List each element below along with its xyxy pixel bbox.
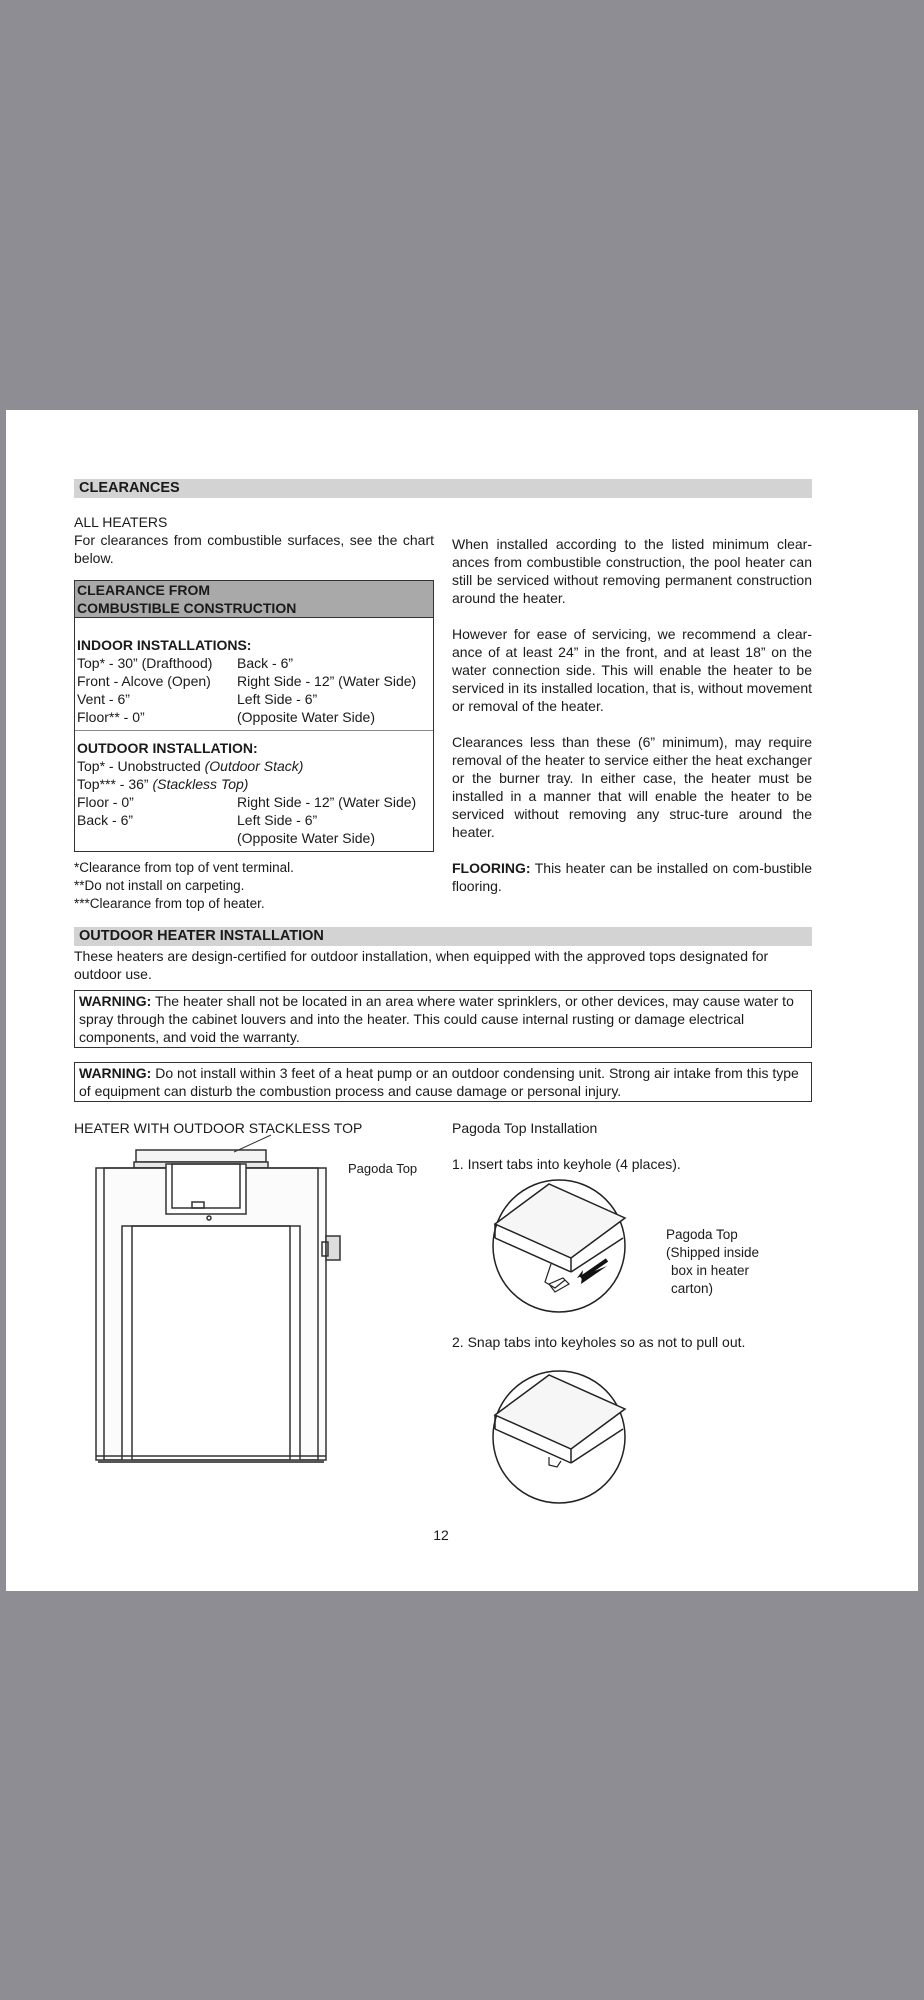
- page-number: 12: [433, 1527, 449, 1543]
- clearance-table: [74, 580, 434, 852]
- text-italic: (Outdoor Stack): [204, 758, 304, 774]
- all-heaters-label: ALL HEATERS: [74, 514, 168, 530]
- outdoor-title: OUTDOOR HEATER INSTALLATION: [74, 927, 812, 946]
- indoor-block: [75, 618, 433, 730]
- right-figure-title: Pagoda Top Installation: [452, 1120, 598, 1136]
- heater-drawing: [96, 1150, 346, 1450]
- warning-label: WARNING:: [79, 1065, 152, 1081]
- header-line-1: CLEARANCE FROM: [77, 582, 210, 598]
- cell: Right Side - 12” (Water Side): [237, 673, 417, 689]
- cell: Top* - 30” (Drafthood): [77, 655, 213, 671]
- footnote: ***Clearance from top of heater.: [74, 896, 265, 911]
- footnote: **Do not install on carpeting.: [74, 878, 245, 893]
- text: Top* - Unobstructed: [77, 758, 205, 774]
- footnote: *Clearance from top of vent terminal.: [74, 860, 294, 875]
- cell: Back - 6”: [77, 812, 134, 828]
- flooring-label: FLOORING:: [452, 860, 531, 876]
- cell: Vent - 6”: [77, 691, 130, 707]
- step-1: 1. Insert tabs into keyhole (4 places).: [452, 1156, 681, 1172]
- indoor-title: INDOOR INSTALLATIONS:: [77, 637, 252, 653]
- cell: (Opposite Water Side): [237, 830, 375, 846]
- clearances-intro-text: For clearances from combustible surfaces, see the chart below.: [74, 532, 434, 566]
- footnotes: [74, 859, 434, 913]
- warning-text: Do not install within 3 feet of a heat pump or an outdoor condensing unit. Strong air intake from this type of equipment can disturb the combustion process and cause damage or personal injury.: [79, 1065, 799, 1099]
- warning-text: The heater shall not be located in an area where water sprinklers, or other devices, may cause water to spray through the cabinet louvers and into the heater. This could cause internal rusting or damage electrical components, and void the warranty.: [79, 993, 794, 1045]
- note-line: box in heater: [671, 1263, 750, 1278]
- clearances-title: CLEARANCES: [74, 479, 812, 498]
- flooring-paragraph: [452, 859, 812, 895]
- keyhole-diagram-1: [493, 1180, 633, 1320]
- clearances-right-column: [452, 535, 812, 895]
- left-figure-title: HEATER WITH OUTDOOR STACKLESS TOP: [74, 1120, 363, 1136]
- step-2: 2. Snap tabs into keyholes so as not to pull out.: [452, 1334, 746, 1350]
- outdoor-intro: These heaters are design-certified for outdoor installation, when equipped with the approved tops designated for outdoor use.: [74, 948, 769, 982]
- cell: (Opposite Water Side): [237, 709, 375, 725]
- paragraph: Clearances less than these (6” minimum), may require removal of the heater to service either the heat exchanger or the burner tray. In either case, the heater must be installed in a manner that will enable the heater to be serviced without removing any struc-ture around the heater.: [452, 734, 812, 840]
- cell: Floor** - 0”: [77, 709, 145, 725]
- paragraph: However for ease of servicing, we recommend a clear-ance of at least 24” in the front, and at least 18” on the water connection side. This will enable the heater to be serviced in its installed location, that is, without movement or removal of the heater.: [452, 626, 812, 714]
- cell: Front - Alcove (Open): [77, 673, 211, 689]
- outdoor-section-header: [74, 927, 812, 946]
- clearance-table-header: [75, 581, 433, 618]
- text: Top*** - 36”: [77, 776, 153, 792]
- pagoda-note: [666, 1226, 759, 1298]
- clearances-section-header: [74, 479, 812, 498]
- warning-box-1: [74, 990, 812, 1048]
- table-row: [77, 811, 431, 829]
- paragraph: When installed according to the listed minimum clear-ances from combustible construction, the pool heater can still be serviced without removing permanent construction around the heater.: [452, 536, 812, 606]
- outdoor-block: [75, 730, 433, 851]
- cell: Floor - 0”: [77, 794, 134, 810]
- table-row: [77, 829, 431, 847]
- cell: Back - 6”: [237, 655, 294, 671]
- outdoor-top-1: [77, 757, 431, 775]
- outdoor-title: OUTDOOR INSTALLATION:: [77, 740, 258, 756]
- keyhole-diagram-2: [493, 1371, 633, 1511]
- cell: [77, 829, 237, 847]
- header-line-2: COMBUSTIBLE CONSTRUCTION: [77, 600, 297, 616]
- warning-box-2: [74, 1062, 812, 1102]
- table-row: [77, 708, 431, 726]
- table-row: [77, 793, 431, 811]
- note-line: carton): [671, 1281, 714, 1296]
- warning-label: WARNING:: [79, 993, 152, 1009]
- table-row: [77, 672, 431, 690]
- note-line: (Shipped inside: [666, 1245, 760, 1260]
- table-row: [77, 690, 431, 708]
- outdoor-top-2: [77, 775, 431, 793]
- note-line: Pagoda Top: [666, 1227, 738, 1242]
- flooring-text: This heater can be installed on com-bustible flooring.: [452, 860, 812, 894]
- manual-page: [6, 410, 918, 1591]
- cell: Left Side - 6”: [237, 812, 318, 828]
- cell: Right Side - 12” (Water Side): [237, 794, 417, 810]
- cell: Left Side - 6”: [237, 691, 318, 707]
- clearances-intro: [74, 513, 434, 567]
- table-row: [77, 654, 431, 672]
- text-italic: (Stackless Top): [152, 776, 249, 792]
- pagoda-top-shape: [136, 1150, 266, 1162]
- pagoda-top-callout: Pagoda Top: [348, 1161, 418, 1176]
